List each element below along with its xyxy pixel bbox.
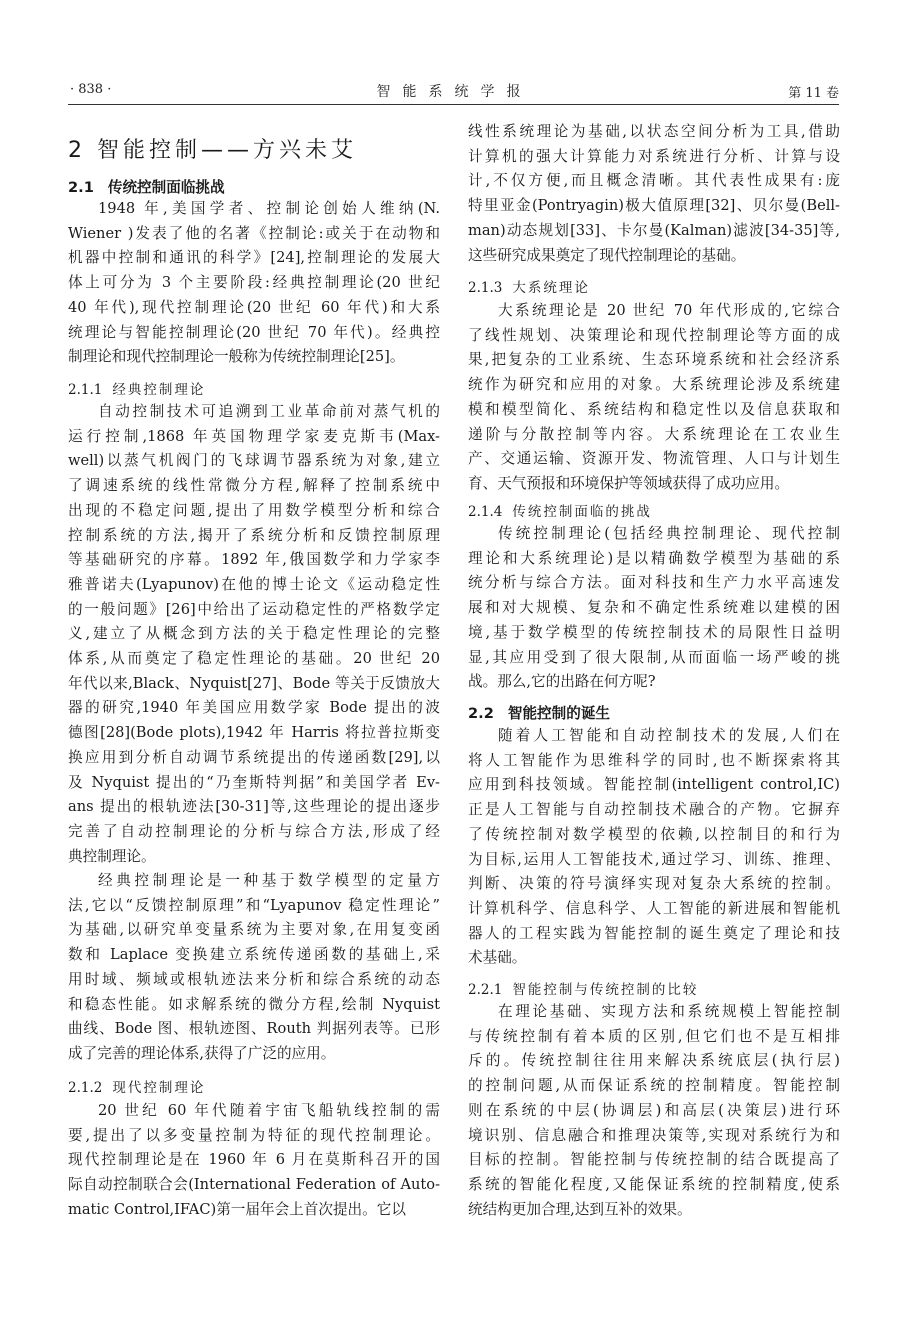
paragraph-line: 特里亚金(Pontryagin)极大值原理[32]、贝尔曼(Bell- [468, 197, 840, 215]
paragraph-line: 产、交通运输、资源开发、物流管理、人口与计划生 [468, 450, 840, 468]
paragraph-line: 正是人工智能与自动控制技术融合的产物。它摒弃 [468, 801, 840, 819]
paragraph-line: 模和模型简化、系统结构和稳定性以及信息获取和 [468, 400, 840, 418]
paragraph-line: 现代控制理论是在 1960 年 6 月在莫斯科召开的国 [68, 1151, 440, 1169]
paragraph-line: 计,不仅方便,而且概念清晰。其代表性成果有:庞 [468, 172, 840, 190]
section-title: 大系统理论 [512, 280, 590, 296]
paragraph-line: man)动态规划[33]、卡尔曼(Kalman)滤波[34-35]等, [468, 221, 840, 239]
paragraph-line: 40 年代),现代控制理论(20 世纪 60 年代)和大系 [68, 298, 440, 316]
journal-name: 智能系统学报 [376, 84, 533, 100]
paragraph-line: 战。那么,它的出路在何方呢? [468, 673, 656, 691]
paragraph-line: 雅普诺夫(Lyapunov)在他的博士论文《运动稳定性 [68, 575, 440, 593]
paragraph-line: ans 提出的根轨迹法[30-31]等,这些理论的提出逐步 [68, 798, 440, 816]
paragraph-line: 成了完善的理论体系,获得了广泛的应用。 [68, 1044, 336, 1062]
volume-label: 第 11 卷 [788, 86, 839, 101]
paragraph-line: 典控制理论。 [68, 847, 156, 865]
paragraph-line: 等基础研究的序幕。1892 年,俄国数学和力学家李 [68, 551, 440, 569]
paragraph-line: 计算机的强大计算能力对系统进行分析、计算与设 [468, 147, 840, 165]
paragraph-line: 系统的智能化程度,又能保证系统的控制精度,使系 [468, 1175, 840, 1193]
section-number: 2.1.3 [468, 280, 503, 296]
paragraph-line: 应用到科技领域。智能控制(intelligent control,IC) [468, 776, 840, 794]
section-heading [68, 176, 225, 197]
section-title: 智能控制的诞生 [507, 705, 611, 722]
paragraph-line: 育、天气预报和环境保护等领域获得了成功应用。 [468, 474, 790, 492]
paragraph-line: 际自动控制联合会(International Federation of Auto- [68, 1176, 440, 1194]
section-title: 现代控制理论 [112, 1080, 206, 1096]
section-title: 传统控制面临的挑战 [512, 504, 652, 520]
paragraph-line: 术基础。 [468, 949, 527, 967]
paragraph-line: 法,它以“反馈控制原理”和“Lyapunov 稳定性理论” [68, 896, 440, 914]
paragraph-line: 曲线、Bode 图、根轨迹图、Routh 判据列表等。已形 [68, 1020, 440, 1038]
paragraph-line: 与传统控制有着本质的区别,但它们也不是互相排 [468, 1027, 840, 1045]
paragraph-line: 随着人工智能和自动控制技术的发展,人们在 [498, 727, 840, 744]
paragraph-line: 20 世纪 60 年代随着宇宙飞船轨线控制的需 [98, 1102, 440, 1119]
paragraph-line: 统理论与智能控制理论(20 世纪 70 年代)。经典控 [68, 323, 440, 341]
paragraph-line: 统作为研究和应用的对象。大系统理论涉及系统建 [468, 376, 840, 394]
section-heading [68, 378, 205, 398]
paragraph-line: 换应用到分析自动调节系统提出的传递函数[29],以 [68, 748, 440, 766]
paragraph-line: 德图[28](Bode plots),1942 年 Harris 将拉普拉斯变 [68, 724, 440, 742]
paragraph-line: 出现的不稳定问题,提出了用数学模型分析和综合 [68, 501, 440, 519]
paragraph-line: 控制系统的方法,揭开了系统分析和反馈控制原理 [68, 526, 440, 544]
paragraph-line: 要,提出了以多变量控制为特征的现代控制理论。 [68, 1126, 440, 1144]
header-rule [68, 104, 839, 105]
paragraph-line: 展和对大规模、复杂和不确定性系统难以建模的困 [468, 599, 840, 617]
section-heading [68, 1076, 205, 1096]
paragraph-line: 体系,从而奠定了稳定性理论的基础。20 世纪 20 [68, 650, 440, 667]
paragraph-line: 的控制问题,从而保证系统的控制精度。智能控制 [468, 1077, 840, 1095]
paragraph-line: 的一般问题》[26]中给出了运动稳定性的严格数学定 [68, 600, 440, 618]
paragraph-line: 为基础,以研究单变量系统为主要对象,在用复变函 [68, 921, 440, 939]
section-heading [468, 500, 652, 520]
paragraph-line: 境识别、信息融合和推理决策等,实现对系统行为和 [468, 1126, 840, 1144]
section-heading [468, 276, 590, 296]
section-number: 2.2.1 [468, 982, 503, 998]
section-title: 经典控制理论 [112, 382, 206, 398]
paragraph-line: 目标的控制。智能控制与传统控制的结合既提高了 [468, 1151, 840, 1169]
paragraph-line: 机器中控制和通讯的科学》[24],控制理论的发展大 [68, 249, 440, 267]
paragraph-line: 境,基于数学模型的传统控制技术的局限性日益明 [468, 623, 840, 641]
section-title: 2 智能控制——方兴未艾 [68, 138, 357, 163]
paragraph-line: 在理论基础、实现方法和系统规模上智能控制 [498, 1003, 840, 1020]
section-number: 2.1.4 [468, 504, 503, 520]
paragraph-line: 及 Nyquist 提出的“乃奎斯特判据”和美国学者 Ev- [68, 773, 440, 791]
paragraph-line: 为目标,运用人工智能技术,通过学习、训练、推理、 [468, 850, 840, 868]
paragraph-line: 递阶与分散控制等内容。大系统理论在工农业生 [468, 425, 840, 443]
paragraph-line: 线性系统理论为基础,以状态空间分析为工具,借助 [468, 123, 840, 140]
paragraph-line: 则在系统的中层(协调层)和高层(决策层)进行环 [468, 1101, 840, 1119]
paragraph-line: Wiener )发表了他的名著《控制论:或关于在动物和 [68, 224, 440, 242]
paragraph-line: 果,把复杂的工业系统、生态环境系统和社会经济系 [468, 351, 840, 369]
paragraph-line: 判断、决策的符号演绎实现对复杂大系统的控制。 [468, 875, 840, 893]
paragraph-line: 完善了自动控制理论的分析与综合方法,形成了经 [68, 822, 440, 840]
paragraph-line: 自动控制技术可追溯到工业革命前对蒸气机的 [98, 403, 440, 420]
paragraph-line: matic Control,IFAC)第一届年会上首次提出。它以 [68, 1200, 406, 1218]
paragraph-line: 斥的。传统控制往往用来解决系统底层(执行层) [468, 1052, 840, 1070]
paragraph-line: 1948 年,美国学者、控制论创始人维纳(N. [98, 200, 440, 217]
paragraph-line: 了传统控制对数学模型的依赖,以控制目的和行为 [468, 825, 840, 843]
page-number: · 838 · [70, 82, 112, 97]
paragraph-line: 将人工智能作为思维科学的同时,也不断探索将其 [468, 751, 840, 769]
paragraph-line: 数和 Laplace 变换建立系统传递函数的基础上,采 [68, 946, 440, 964]
paragraph-line: 理论和大系统理论)是以精确数学模型为基础的系 [468, 549, 840, 567]
paragraph-line: 计算机科学、信息科学、人工智能的新进展和智能机 [468, 899, 840, 917]
section-title: 智能控制与传统控制的比较 [512, 982, 699, 998]
paragraph-line: 了线性规划、决策理论和现代控制理论等方面的成 [468, 326, 840, 344]
section-number: 2.1 [68, 179, 94, 196]
paragraph-line: 统分析与综合方法。面对科技和生产力水平高速发 [468, 574, 840, 592]
paragraph-line: 统结构更加合理,达到互补的效果。 [468, 1200, 692, 1218]
paragraph-line: 制理论和现代控制理论一般称为传统控制理论[25]。 [68, 348, 405, 366]
paragraph-line: 用时域、频域或根轨迹法来分析和综合系统的动态 [68, 970, 440, 988]
paragraph-line: 传统控制理论(包括经典控制理论、现代控制 [498, 525, 840, 542]
section-title: 传统控制面临挑战 [107, 179, 225, 196]
paragraph-line: 显,其应用受到了很大限制,从而面临一场严峻的挑 [468, 648, 840, 666]
paragraph-line: 年代以来,Black、Nyquist[27]、Bode 等关于反馈放大 [68, 674, 440, 692]
paragraph-line: 体上可分为 3 个主要阶段:经典控制理论(20 世纪 [68, 274, 440, 292]
paragraph-line: 义,建立了从概念到方法的关于稳定性理论的完整 [68, 625, 440, 643]
paragraph-line: 这些研究成果奠定了现代控制理论的基础。 [468, 246, 746, 264]
paragraph-line: 和稳态性能。如求解系统的微分方程,绘制 Nyquist [68, 995, 440, 1013]
section-number: 2.2 [468, 705, 494, 722]
section-number: 2.1.2 [68, 1080, 103, 1096]
paragraph-line: 运行控制,1868 年英国物理学家麦克斯韦(Max- [68, 427, 440, 445]
paragraph-line: well)以蒸气机阀门的飞球调节器系统为对象,建立 [68, 452, 440, 470]
paragraph-line: 经典控制理论是一种基于数学模型的定量方 [98, 872, 440, 889]
section-heading [468, 702, 610, 723]
section-heading [468, 978, 698, 998]
paragraph-line: 器人的工程实践为智能控制的诞生奠定了理论和技 [468, 924, 840, 942]
paragraph-line: 器的研究,1940 年美国应用数学家 Bode 提出的波 [68, 699, 440, 717]
section-number: 2.1.1 [68, 382, 103, 398]
paragraph-line: 了调速系统的线性常微分方程,解释了控制系统中 [68, 477, 440, 495]
paragraph-line: 大系统理论是 20 世纪 70 年代形成的,它综合 [498, 302, 840, 319]
